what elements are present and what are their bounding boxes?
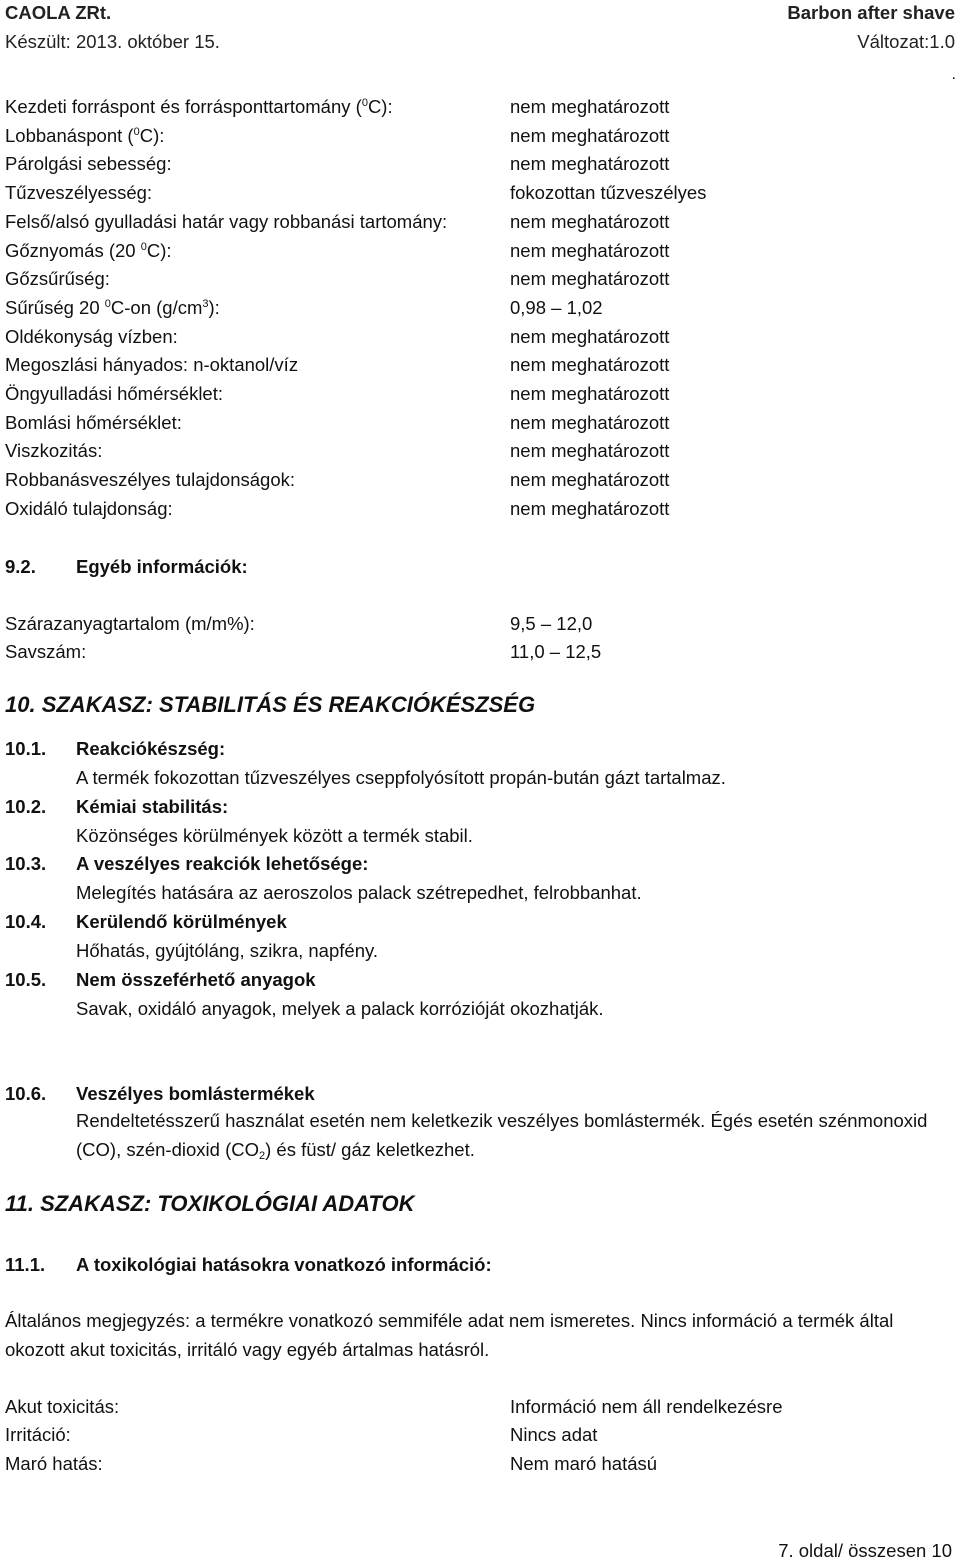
tox-row [5, 1424, 955, 1450]
property-row [5, 96, 955, 122]
label-part: Robbanásveszélyes tulajdonságok: [5, 469, 296, 491]
company-name: CAOLA ZRt. [5, 2, 112, 23]
property-row [5, 613, 955, 639]
property-value: nem meghatározott [510, 469, 670, 491]
page-number: 7. oldal/ összesen 10 [778, 1540, 952, 1561]
superscript: 0 [361, 97, 368, 109]
product-name: Barbon after shave [787, 2, 955, 23]
property-label [5, 440, 102, 462]
section-11-title: 11. SZAKASZ: TOXIKOLÓGIAI ADATOK [5, 1191, 415, 1216]
tox-label: Akut toxicitás: [5, 1396, 120, 1417]
property-value: nem meghatározott [510, 124, 670, 146]
section-title: Egyéb információk: [76, 556, 248, 577]
section-paragraph [76, 1106, 946, 1164]
property-label [5, 125, 164, 147]
property-row [5, 153, 955, 179]
property-value: nem meghatározott [510, 497, 670, 519]
superscript: 3 [202, 297, 209, 310]
property-value: nem meghatározott [510, 268, 670, 290]
property-value: nem meghatározott [510, 354, 670, 376]
section-number: 10.4. [5, 911, 47, 932]
property-value: nem meghatározott [510, 325, 670, 347]
property-value: nem meghatározott [510, 440, 670, 462]
property-row [5, 440, 955, 466]
property-label [5, 268, 110, 290]
property-value: nem meghatározott [510, 411, 670, 433]
property-value: 0,98 – 1,02 [510, 296, 603, 318]
property-row [5, 469, 955, 495]
section-title: Reakciókészség: [76, 738, 226, 759]
property-value: nem meghatározott [510, 383, 670, 404]
tox-value: Nem maró hatású [510, 1453, 658, 1474]
section-title: A veszélyes reakciók lehetősége: [76, 853, 369, 874]
property-label [5, 354, 298, 376]
label-part: Oxidáló tulajdonság: [5, 497, 173, 519]
label-part: Bomlási hőmérséklet: [5, 411, 182, 433]
created-date: Készült: 2013. október 15. [5, 31, 220, 52]
label-part: Lobbanáspont ( [5, 124, 134, 146]
property-row [5, 125, 955, 151]
superscript: 0 [133, 125, 140, 138]
property-row [5, 354, 955, 380]
superscript: 0 [140, 240, 147, 253]
general-note: Általános megjegyzés: a termékre vonatkozó semmiféle adat nem ismeretes. Nincs információ a termék által okozott akut toxicitás, irritáló vagy egyéb ártalmas hatásról. [5, 1310, 894, 1360]
section-number: 10.2. [5, 796, 47, 817]
tox-label: Maró hatás: [5, 1453, 103, 1474]
section-text: Hőhatás, gyújtóláng, szikra, napfény. [76, 940, 378, 961]
label-part: Viszkozitás: [5, 440, 103, 462]
tox-label: Irritáció: [5, 1424, 71, 1445]
property-value: 11,0 – 12,5 [510, 641, 602, 662]
section-text: Savak, oxidáló anyagok, melyek a palack korrózióját okozhatják. [76, 998, 604, 1019]
property-label: Szárazanyagtartalom (m/m%): [5, 613, 255, 634]
paragraph-text-end: ) és füst/ gáz keletkezhet. [265, 1139, 475, 1160]
property-value: 9,5 – 12,0 [510, 613, 593, 634]
section-number: 10.1. [5, 738, 47, 759]
property-row [5, 498, 955, 524]
superscript: 0 [104, 297, 111, 310]
label-part: Kezdeti forráspont és forrásponttartomány ( [5, 96, 362, 117]
property-label: Savszám: [5, 641, 87, 662]
section-number: 10.3. [5, 853, 47, 874]
property-row [5, 240, 955, 266]
version: Változat:1.0 [857, 31, 955, 52]
property-row [5, 211, 955, 237]
section-title: Nem összeférhető anyagok [76, 969, 316, 990]
label-part: Öngyulladási hőmérséklet: [5, 383, 223, 404]
label-part: Tűzveszélyesség: [5, 182, 153, 204]
section-number: 10.5. [5, 969, 47, 990]
label-part: Gőznyomás (20 [5, 239, 141, 261]
section-text: Melegítés hatására az aeroszolos palack szétrepedhet, felrobbanhat. [76, 882, 642, 903]
label-part: C): [139, 124, 165, 146]
section-number: 11.1. [5, 1254, 46, 1275]
property-label [5, 297, 220, 319]
property-label [5, 182, 152, 204]
property-value: nem meghatározott [510, 96, 670, 117]
property-row [5, 412, 955, 438]
section-number: 10.6. [5, 1083, 47, 1104]
label-part: Oldékonyság vízben: [5, 325, 178, 347]
paragraph-text: Rendeltetésszerű használat esetén nem keletkezik veszélyes bomlástermék. Égés esetén szénmonoxid (CO), szén-dioxid (CO [76, 1110, 928, 1160]
label-part: C): [146, 239, 172, 261]
property-label [5, 240, 172, 262]
property-label [5, 412, 182, 434]
section-text: A termék fokozottan tűzveszélyes cseppfolyósított propán-bután gázt tartalmaz. [76, 767, 726, 788]
property-value: fokozottan tűzveszélyes [510, 182, 707, 204]
label-part: Megoszlási hányados: n-oktanol/víz [5, 354, 299, 376]
tox-value: Nincs adat [510, 1424, 598, 1445]
property-value: nem meghatározott [510, 153, 670, 175]
label-part: Párolgási sebesség: [5, 153, 172, 175]
section-number: 9.2. [5, 556, 36, 577]
section-title: A toxikológiai hatásokra vonatkozó információ: [76, 1254, 492, 1275]
label-part: Sűrűség 20 [5, 296, 105, 318]
property-row [5, 268, 955, 294]
label-part: C-on (g/cm [110, 296, 203, 318]
property-value: nem meghatározott [510, 239, 670, 261]
property-label [5, 153, 172, 175]
section-title: Kerülendő körülmények [76, 911, 287, 932]
property-label [5, 96, 393, 118]
label-part: Gőzsűrűség: [5, 268, 110, 290]
header-dot: . [951, 66, 956, 83]
label-part: Felső/alsó gyulladási határ vagy robbanási tartomány: [5, 210, 448, 232]
property-row [5, 326, 955, 352]
label-part: ): [208, 296, 220, 318]
section-10-title: 10. SZAKASZ: STABILITÁS ÉS REAKCIÓKÉSZSÉG [5, 692, 536, 717]
property-label [5, 383, 223, 405]
section-title: Veszélyes bomlástermékek [76, 1083, 315, 1104]
property-label [5, 211, 447, 233]
tox-value: Információ nem áll rendelkezésre [510, 1396, 783, 1417]
tox-row [5, 1396, 955, 1422]
property-label [5, 326, 178, 348]
property-label [5, 498, 173, 520]
tox-row [5, 1453, 955, 1479]
property-row [5, 383, 955, 409]
section-title: Kémiai stabilitás: [76, 796, 229, 817]
label-part: C): [367, 96, 393, 117]
section-text: Közönséges körülmények között a termék stabil. [76, 825, 473, 846]
property-label [5, 469, 295, 491]
subscript: 2 [258, 1150, 266, 1162]
property-row [5, 182, 955, 208]
property-row [5, 641, 955, 667]
property-row [5, 297, 955, 323]
property-value: nem meghatározott [510, 210, 670, 232]
